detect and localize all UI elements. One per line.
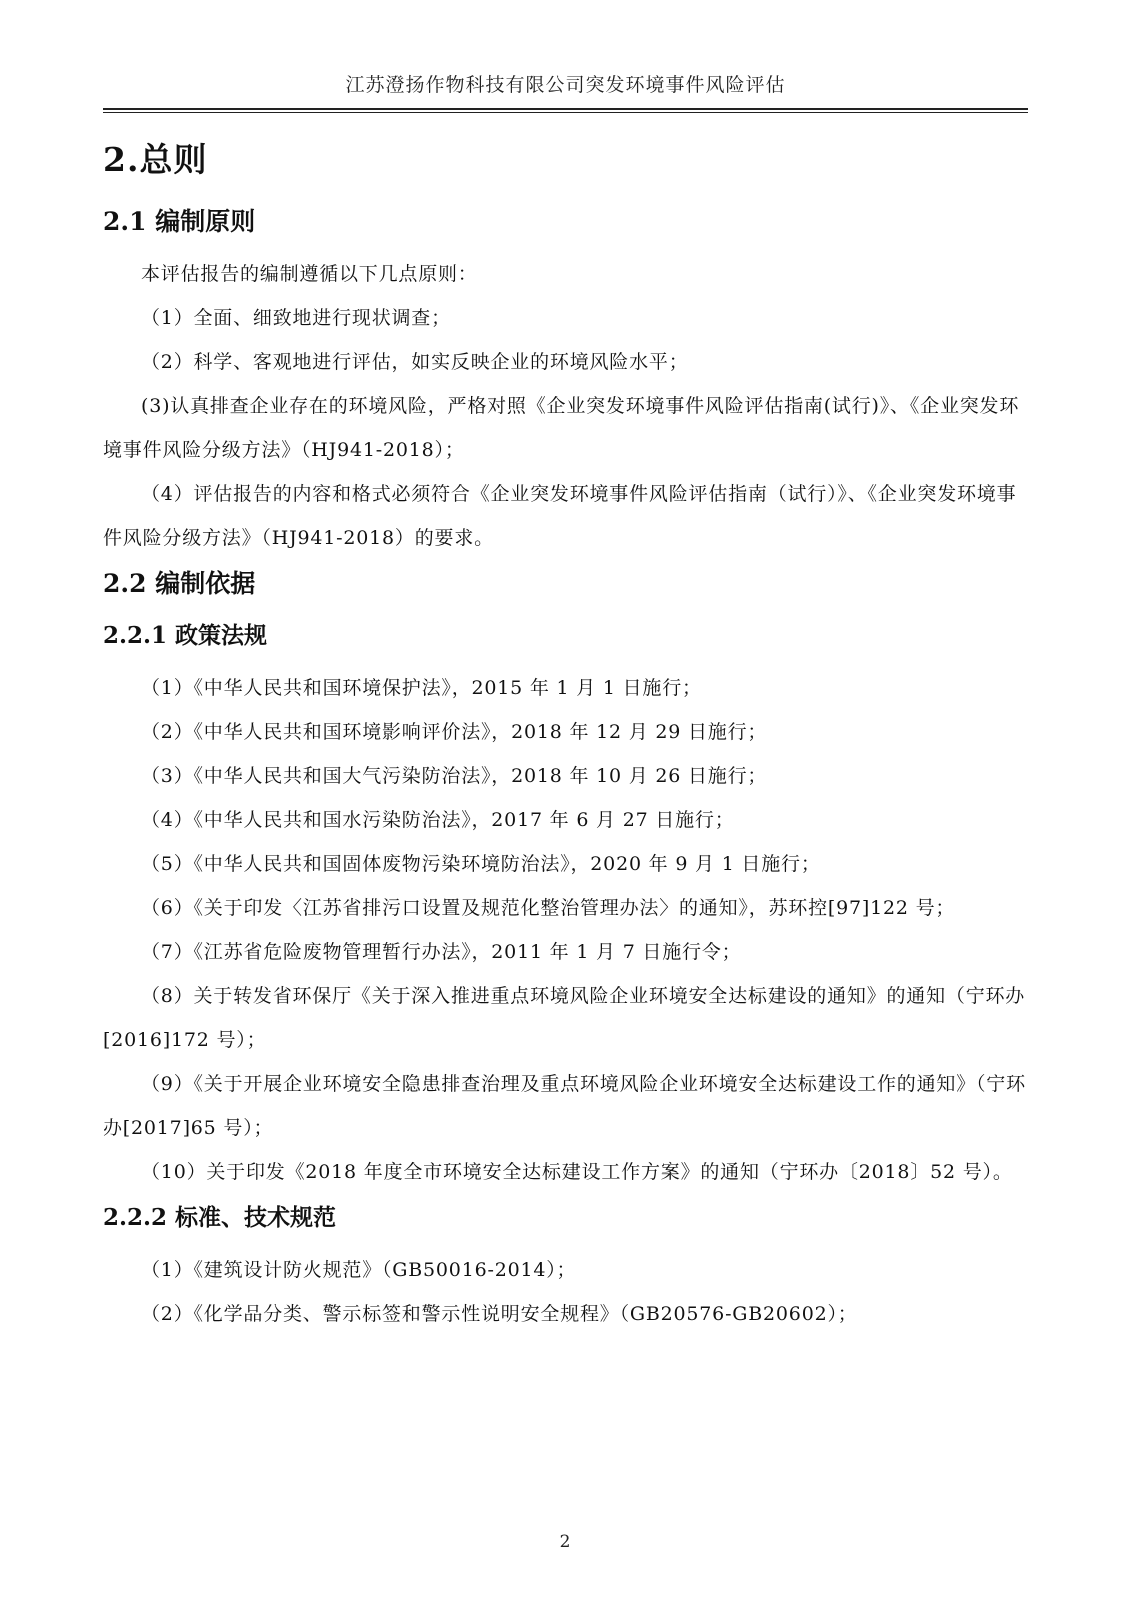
section-title: 2.总则 xyxy=(103,140,208,179)
heading-2-2: 2.2 编制依据 xyxy=(103,569,256,598)
policy-item-1: （1）《中华人民共和国环境保护法》，2015 年 1 月 1 日施行； xyxy=(141,677,702,699)
policy-item-7: （7）《江苏省危险废物管理暂行办法》，2011 年 1 月 7 日施行令； xyxy=(141,941,742,963)
page-header-title: 江苏澄扬作物科技有限公司突发环境事件风险评估 xyxy=(345,74,786,96)
header-rule-thin xyxy=(103,112,1028,113)
policy-item-4: （4）《中华人民共和国水污染防治法》，2017 年 6 月 27 日施行； xyxy=(141,809,735,831)
policy-item-8: （8）关于转发省环保厅《关于深入推进重点环境风险企业环境安全达标建设的通知》的通知（宁环办[2016]172 号）； xyxy=(103,985,1026,1051)
heading-2-2-1: 2.2.1 政策法规 xyxy=(103,622,268,649)
page-content xyxy=(103,138,1028,1336)
standard-item-2: （2）《化学品分类、警示标签和警示性说明安全规程》（GB20576-GB20602）； xyxy=(141,1303,858,1325)
policy-item-3: （3）《中华人民共和国大气污染防治法》，2018 年 10 月 26 日施行； xyxy=(141,765,768,787)
principle-item-2: （2）科学、客观地进行评估，如实反映企业的环境风险水平； xyxy=(141,351,689,373)
header-rule xyxy=(103,108,1028,110)
principle-item-4: （4）评估报告的内容和格式必须符合《企业突发环境事件风险评估指南（试行）》、《企业突发环境事件风险分级方法》（HJ941-2018）的要求。 xyxy=(103,483,1017,549)
principle-item-3: (3)认真排查企业存在的环境风险，严格对照《企业突发环境事件风险评估指南(试行)》、《企业突发环境事件风险分级方法》（HJ941-2018）； xyxy=(103,395,1020,461)
heading-2-1: 2.1 编制原则 xyxy=(103,207,256,236)
policy-item-2: （2）《中华人民共和国环境影响评价法》，2018 年 12 月 29 日施行； xyxy=(141,721,768,743)
heading-2-2-2: 2.2.2 标准、技术规范 xyxy=(103,1204,337,1231)
paragraph-intro: 本评估报告的编制遵循以下几点原则： xyxy=(141,263,478,285)
policy-item-6: （6）《关于印发〈江苏省排污口设置及规范化整治管理办法〉的通知》，苏环控[97]122 号； xyxy=(141,897,956,919)
policy-item-5: （5）《中华人民共和国固体废物污染环境防治法》，2020 年 9 月 1 日施行； xyxy=(141,853,821,875)
policy-item-9: （9）《关于开展企业环境安全隐患排查治理及重点环境风险企业环境安全达标建设工作的通知》（宁环办[2017]65 号）； xyxy=(103,1073,1026,1139)
page-number: 2 xyxy=(559,1532,571,1552)
standard-item-1: （1）《建筑设计防火规范》（GB50016-2014）； xyxy=(141,1259,577,1281)
principle-item-1: （1）全面、细致地进行现状调查； xyxy=(141,307,451,329)
policy-item-10: （10）关于印发《2018 年度全市环境安全达标建设工作方案》的通知（宁环办〔2018〕52 号）。 xyxy=(141,1161,1013,1183)
